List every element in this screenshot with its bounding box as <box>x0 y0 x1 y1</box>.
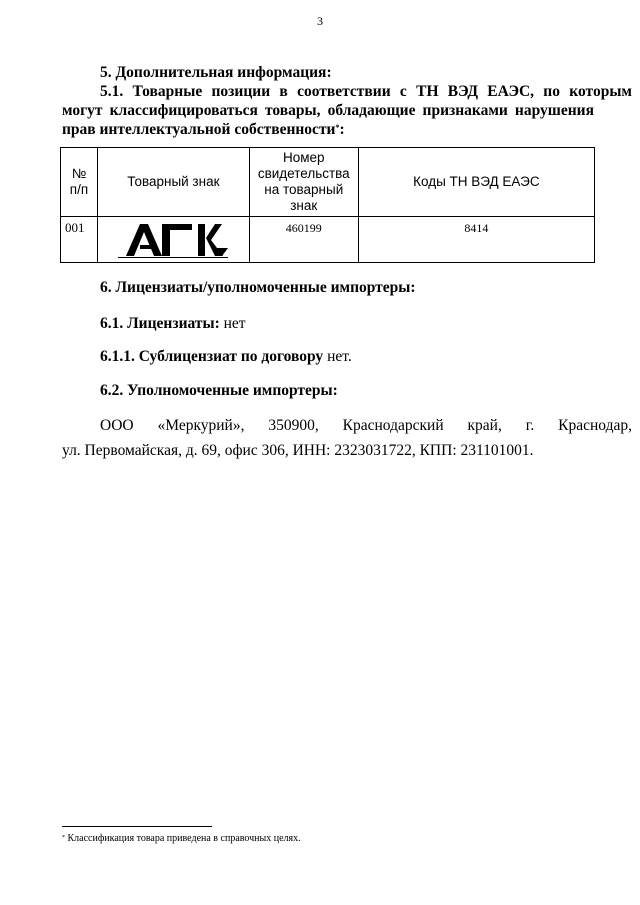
header-trademark: Товарный знак <box>97 148 249 217</box>
footnote-reference: * <box>335 123 340 132</box>
section-5-1-line-2: могут классифицироваться товары, обладающие признаками нарушения <box>62 102 594 119</box>
section-5-heading: 5. Дополнительная информация: <box>100 64 332 81</box>
footnote <box>62 833 301 845</box>
licensees-line <box>62 314 632 333</box>
header-certificate <box>249 148 358 217</box>
importer-address-line-2: ул. Первомайская, д. 69, офис 306, ИНН: 2323031722, КПП: 231101001. <box>62 442 534 459</box>
cell-codes: 8414 <box>358 217 594 263</box>
footnote-marker: * <box>62 835 65 841</box>
header-certificate-line-1: Номер <box>282 150 325 165</box>
section-5-1-line-1: 5.1. Товарные позиции в соответствии с ТН ВЭД ЕАЭС, по которым <box>100 83 632 100</box>
page-number: 3 <box>317 14 323 28</box>
header-codes: Коды ТН ВЭД ЕАЭС <box>358 148 594 217</box>
sublicensee-label: 6.1.1. Сублицензиат по договору <box>100 348 324 365</box>
section-5-1-colon: : <box>339 121 345 138</box>
cell-trademark <box>97 217 249 263</box>
trademark-table <box>60 147 595 263</box>
header-certificate-line-4: знак <box>290 198 318 213</box>
sublicensee-line <box>62 347 632 366</box>
footnote-divider <box>62 826 212 827</box>
section-5-1-line-3 <box>62 120 594 139</box>
sublicensee-value: нет. <box>323 348 352 365</box>
cell-number: 001 <box>61 217 98 263</box>
header-certificate-line-2: свидетельства <box>257 166 350 181</box>
header-number-line-2: п/п <box>69 182 89 197</box>
cell-certificate: 460199 <box>249 217 358 263</box>
section-5-1-line-3-text: прав интеллектуальной собственности <box>62 121 336 138</box>
importer-address-line-1: ООО «Меркурий», 350900, Краснодарский край, г. Краснодар, <box>100 417 632 434</box>
header-number <box>61 148 98 217</box>
importers-heading: 6.2. Уполномоченные импортеры: <box>100 382 338 399</box>
licensees-label: 6.1. Лицензиаты: <box>100 315 220 332</box>
section-6-heading: 6. Лицензиаты/уполномоченные импортеры: <box>100 279 416 296</box>
table-header-row <box>61 148 595 217</box>
licensees-value: нет <box>219 315 246 332</box>
header-number-line-1: № <box>71 166 87 181</box>
footnote-text: Классификация товара приведена в справочных целях. <box>65 833 301 844</box>
trademark-logo <box>118 220 228 260</box>
table-row <box>61 217 595 263</box>
header-certificate-line-3: на товарный <box>264 182 344 197</box>
